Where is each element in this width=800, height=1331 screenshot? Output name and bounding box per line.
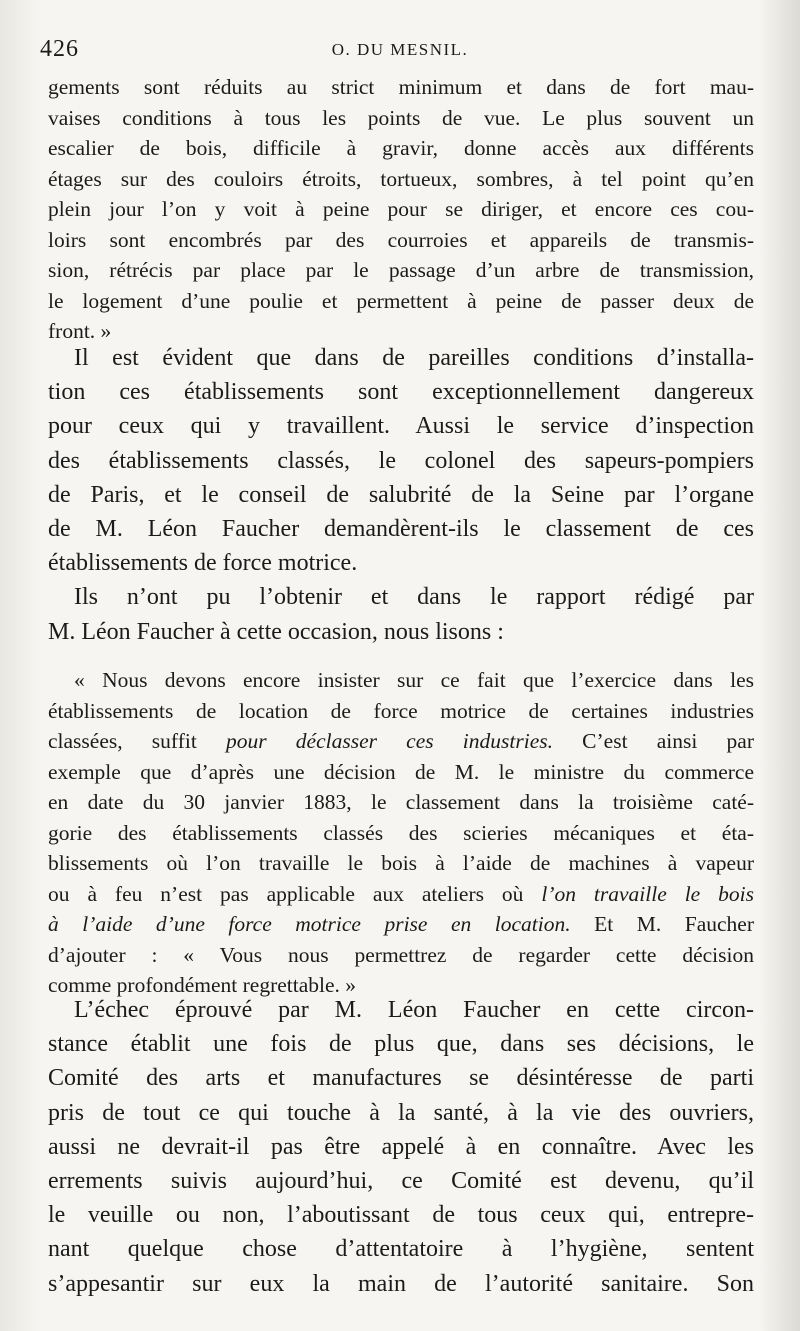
quote-continuation <box>48 72 754 347</box>
page-number: 426 <box>40 36 79 62</box>
running-head: O. DU MESNIL. <box>331 40 469 59</box>
text-line: en date du 30 janvier 1883, le classement dans la troisième caté- <box>48 790 754 814</box>
text-line: étages sur des couloirs étroits, tortueux, sombres, à tel point qu’en <box>48 166 754 191</box>
text-line: vaises conditions à tous les points de vue. Le plus souvent un <box>48 105 754 130</box>
text-line: tion ces établissements sont exceptionnellement dangereux <box>48 379 754 406</box>
text-line: de M. Léon Faucher demandèrent-ils le classement de ces <box>48 515 754 542</box>
text-line: aussi ne devrait-il pas être appelé à en connaître. Avec les <box>48 1133 754 1160</box>
main-paragraph-1 <box>48 341 754 649</box>
text-line: gements sont réduits au strict minimum et dans de fort mau- <box>48 75 754 99</box>
text-line: le veuille ou non, l’aboutissant de tous ceux qui, entrepre- <box>48 1202 754 1229</box>
text-line: M. Léon Faucher à cette occasion, nous lisons : <box>48 618 504 645</box>
text-line: errements suivis aujourd’hui, ce Comité est devenu, qu’il <box>48 1167 754 1194</box>
text-line: établissements de force motrice. <box>48 550 358 577</box>
text-line: s’appesantir sur eux la main de l’autorité sanitaire. Son <box>48 1270 754 1297</box>
text-line: le logement d’une poulie et permettent à peine de passer deux de <box>48 288 754 313</box>
text-line: Ils n’ont pu l’obtenir et dans le rapport rédigé par <box>74 584 754 611</box>
text-line: comme profondément regrettable. » <box>48 973 357 997</box>
quotation <box>48 665 754 1001</box>
text-line: Il est évident que dans de pareilles conditions d’installa- <box>74 345 754 371</box>
text-line: blissements où l’on travaille le bois à l’aide de machines à vapeur <box>48 851 754 875</box>
text-line: L’échec éprouvé par M. Léon Faucher en cette circon- <box>74 997 754 1023</box>
text-line: pour ceux qui y travaillent. Aussi le service d’inspection <box>48 413 754 440</box>
text-line: classées, suffit pour déclasser ces industries. C’est ainsi par <box>48 729 754 753</box>
text-line: établissements de location de force motrice de certaines industries <box>48 698 754 723</box>
text-line: à l’aide d’une force motrice prise en location. Et M. Faucher <box>48 912 755 936</box>
text-line: plein jour l’on y voit à peine pour se diriger, et encore ces cou- <box>48 197 754 221</box>
text-line: stance établit une fois de plus que, dans ses décisions, le <box>48 1031 754 1058</box>
text-line: « Nous devons encore insister sur ce fait que l’exercice dans les <box>74 668 754 692</box>
text-line: Comité des arts et manufactures se désintéresse de parti <box>48 1065 754 1092</box>
text-line: gorie des établissements classés des scieries mécaniques et éta- <box>48 820 754 845</box>
text-line: nant quelque chose d’attentatoire à l’hygiène, sentent <box>48 1236 754 1263</box>
text-line: des établissements classés, le colonel des sapeurs-pompiers <box>48 447 754 474</box>
main-paragraph-2 <box>48 993 754 1301</box>
text-line: ou à feu n’est pas applicable aux ateliers où l’on travaille le bois <box>48 881 754 906</box>
page-header <box>40 36 760 66</box>
text-line: pris de tout ce qui touche à la santé, à la vie des ouvriers, <box>48 1099 754 1126</box>
text-line: sion, rétrécis par place par le passage d’un arbre de transmission, <box>48 258 754 282</box>
text-line: front. » <box>48 319 112 343</box>
text-line: d’ajouter : « Vous nous permettrez de regarder cette décision <box>48 942 754 967</box>
text-line: loirs sont encombrés par des courroies et appareils de transmis- <box>48 227 754 252</box>
text-line: de Paris, et le conseil de salubrité de la Seine par l’organe <box>48 481 754 508</box>
text-line: escalier de bois, difficile à gravir, donne accès aux différents <box>48 136 754 160</box>
text-line: exemple que d’après une décision de M. le ministre du commerce <box>48 759 754 784</box>
